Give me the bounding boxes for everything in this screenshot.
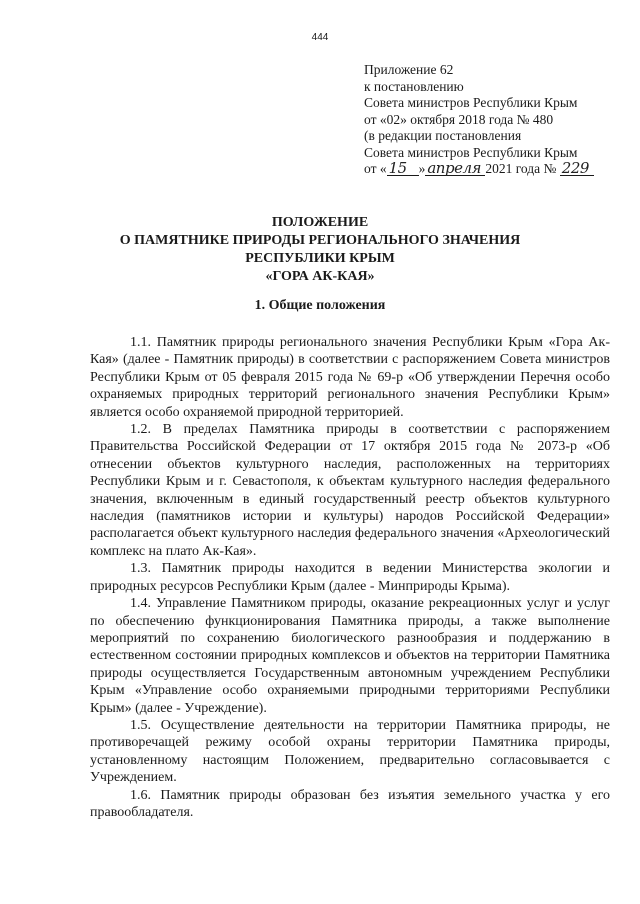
title-line: РЕСПУБЛИКИ КРЫМ: [245, 251, 395, 266]
appendix-block: [364, 62, 624, 178]
paragraph-1-2: 1.2. В пределах Памятника природы в соответствии с распоряжением Правительства Российской Федерации от 17 октября 2015 года № 2073-р «Об отнесении объектов культурного наследия, расположенных на территориях Республики Крым и г. Севастополя, к объектам культурного наследия федерального значения, включенным в единый государственный реестр объектов культурного наследия (памятников истории и культуры) народов Российской Федерации» располагается объект культурного наследия федерального значения «Археологический комплекс на плато Ак-Кая».: [90, 422, 610, 559]
handwritten-day: 15: [387, 161, 419, 176]
appendix-line: от «02» октября 2018 года № 480: [364, 111, 554, 127]
appendix-line: Совета министров Республики Крым: [364, 95, 578, 110]
appendix-date-prefix: от «: [364, 161, 387, 176]
title-line: О ПАМЯТНИКЕ ПРИРОДЫ РЕГИОНАЛЬНОГО ЗНАЧЕНИЯ: [119, 233, 521, 248]
appendix-quote-close: »: [418, 161, 426, 176]
title-line: «ГОРА АК-КАЯ»: [265, 269, 375, 284]
handwritten-number: 229: [560, 161, 594, 176]
appendix-line: к постановлению: [364, 78, 464, 94]
handwritten-month: апреля: [425, 161, 485, 176]
paragraph-1-6: 1.6. Памятник природы образован без изъятия земельного участка у его правообладателя.: [90, 787, 610, 820]
paragraph-1-4: 1.4. Управление Памятником природы, оказание рекреационных услуг и услуг по обеспечению функционирования Памятника природы, а также выполнение мероприятий по сохранению биологического разнообразия и поддержанию в естественном состоянии природных комплексов и объектов на территории Памятника природы осуществляется Государственным автономным учреждением Республики Крым «Управление особо охраняемыми природными территориями Республики Крым» (далее - Учреждение).: [90, 596, 610, 716]
appendix-amendment-date: [364, 161, 624, 178]
paragraph-1-5: 1.5. Осуществление деятельности на территории Памятника природы, не противоречащей режиму особой охраны территории Памятника природы, установленному настоящим Положением, предварительно согласовывается с Учреждением.: [90, 717, 610, 786]
page-number: 444: [311, 32, 329, 43]
paragraph-1-3: 1.3. Памятник природы находится в ведении Министерства экологии и природных ресурсов Республики Крым (далее - Минприроды Крыма).: [90, 561, 610, 594]
title-line: ПОЛОЖЕНИЕ: [271, 215, 369, 230]
document-body: [90, 334, 610, 821]
appendix-line: (в редакции постановления: [364, 128, 522, 143]
appendix-line: Приложение 62: [364, 62, 454, 77]
appendix-year-text: 2021 года №: [485, 161, 557, 176]
appendix-line: Совета министров Республики Крым: [364, 144, 578, 160]
document-title: [0, 214, 640, 286]
paragraph-1-1: 1.1. Памятник природы регионального значения Республики Крым «Гора Ак-Кая» (далее - Памятник природы) в соответствии с распоряжением Совета министров Республики Крым от 05 февраля 2015 года № 69-р «Об утверждении Перечня особо охраняемых природных территорий регионального значения Республики Крым» является особо охраняемой природной территорией.: [90, 335, 610, 420]
section-heading: 1. Общие положения: [254, 298, 386, 313]
